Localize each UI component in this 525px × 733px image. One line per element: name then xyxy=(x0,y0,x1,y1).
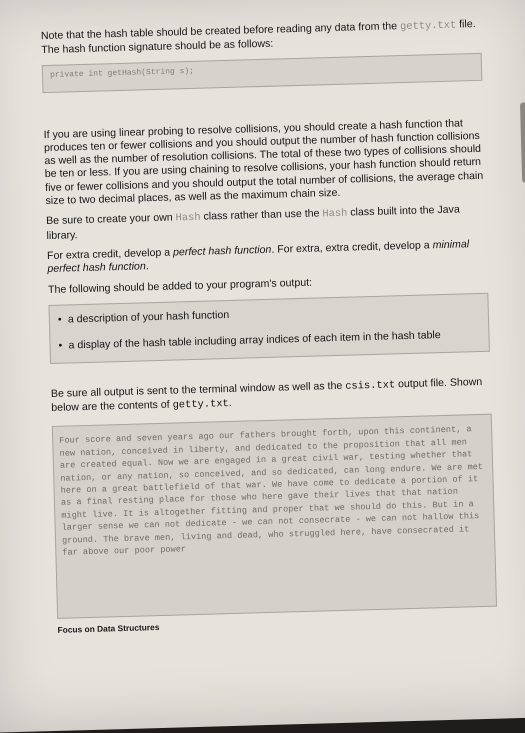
hash-signature-code: private int getHash(String s); xyxy=(42,52,483,92)
csis-file-code: csis.txt xyxy=(345,379,396,393)
minimal-perfect-hash-term: minimal perfect hash function xyxy=(47,238,470,276)
terminal-output-paragraph: Be sure all output is sent to the terminal window as well as the csis.txt output file. Shown below are the contents of getty.txt. xyxy=(50,375,483,415)
list-item: • a description of your hash function xyxy=(57,308,230,326)
hash-class-paragraph: Be sure to create your own Hash class rather than use the Hash class built into the Java library. xyxy=(45,203,460,242)
getty-contents-text: Four score and seven years ago our fathers brought forth, upon this continent, a new nation, conceived in liberty, and dedicated to the proposition that all men are created equal. Now we are engaged in a great civil war, testing whether that nation, or any nation, so conceived, and so dedicated, can long endure. We are met here on a great battlefield of that war. We have come to dedicate a portion of it as a final resting place for those who here gave their lives that that nation might live. It is altogether fitting and proper that we should do this. But in a larger sense we can not dedicate - we can not consecrate - we can not hallow this ground. The brave men, living and dead, who struggled here, have consecrated it far above our poor power xyxy=(59,424,484,558)
hash-class-code: Hash xyxy=(175,212,201,225)
bullet-icon: • xyxy=(58,339,63,352)
perfect-hash-term: perfect hash function xyxy=(172,243,272,259)
extra-credit-paragraph: For extra credit, develop a perfect hash function. For extra, extra credit, develop a minimal perfect hash function. xyxy=(46,238,470,276)
collision-paragraph: If you are using linear probing to resolve collisions, you should create a hash function that produces ten or fewer collisions and you should output the number of hash function collisions as well as the number of resolution collisions. The total of these two types of collisions should be ten or less. If you are using chaining to resolve collisions, your hash function should return five or fewer collisions and you should output the total number of collisions, the average chain size to two decimal places, as well as the maximum chain size. xyxy=(43,116,484,208)
list-item: • a display of the hash table including array indices of each item in the hash table xyxy=(58,328,441,352)
getty-contents-box xyxy=(52,414,497,619)
getty-file-code: getty.txt xyxy=(172,398,229,412)
output-bullet-box xyxy=(48,293,489,364)
page-footer: Focus on Data Structures xyxy=(57,622,160,636)
hash-class-code-2: Hash xyxy=(322,208,348,221)
intro-file-code: getty.txt xyxy=(399,19,457,34)
output-intro-paragraph: The following should be added to your program's output: xyxy=(47,276,313,296)
adjacent-page-edge xyxy=(520,102,525,183)
page-content xyxy=(41,18,498,636)
intro-paragraph: Note that the hash table should be created before reading any data from the getty.txt file. The hash function signature should be as follows: xyxy=(40,17,476,57)
bullet-icon: • xyxy=(57,313,62,326)
